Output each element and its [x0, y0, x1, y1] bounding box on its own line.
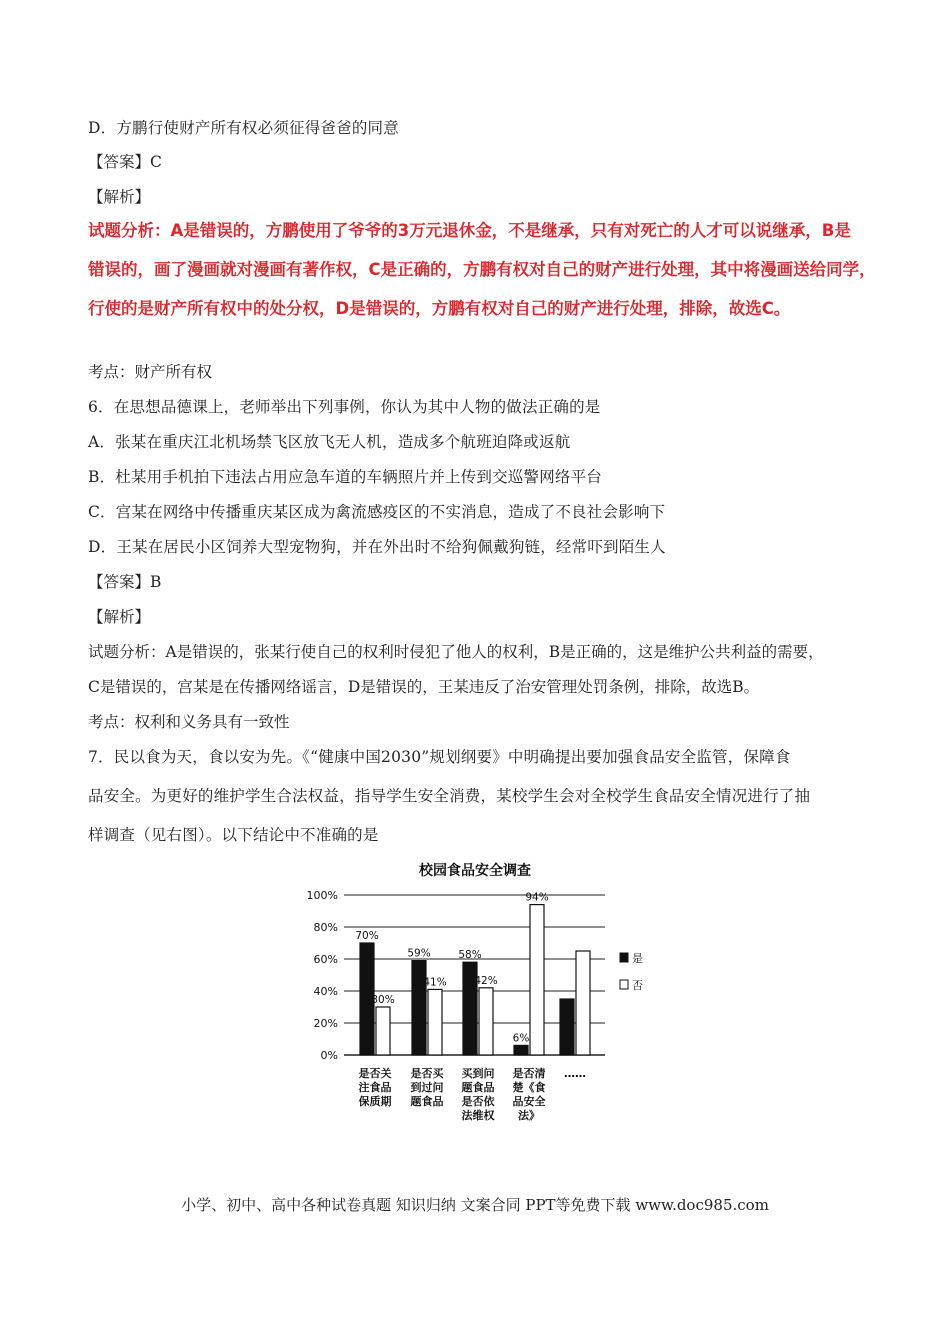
q5-analysis-line: 行使的是财产所有权中的处分权，D是错误的，方鹏有权对自己的财产进行处理，排除，故选C。: [88, 299, 791, 318]
q5-exam-point: 考点：财产所有权: [88, 363, 213, 381]
q5-option-d: D．方鹏行使财产所有权必须征得爸爸的同意: [88, 119, 399, 137]
y-tick-label: 100%: [306, 889, 338, 902]
bar: [530, 905, 544, 1055]
bar: [428, 989, 442, 1055]
bar: [412, 961, 426, 1055]
data-label: 30%: [371, 994, 395, 1006]
food-safety-survey-chart: [300, 855, 660, 1140]
data-label: 6%: [512, 1032, 530, 1045]
q6-option-a: A．张某在重庆江北机场禁飞区放飞无人机，造成多个航班迫降或返航: [88, 433, 571, 451]
q5-answer: 【答案】C: [88, 153, 162, 171]
legend-swatch: [620, 980, 628, 989]
y-tick-label: 0%: [320, 1049, 338, 1062]
q5-analysis-line: 试题分析：A是错误的，方鹏使用了爷爷的3万元退休金，不是继承，只有对死亡的人才可以说继承，B是: [88, 221, 851, 240]
q6-answer: 【答案】B: [88, 573, 162, 591]
legend-swatch: [620, 953, 628, 962]
q7-stem-line: 样调查（见右图）。以下结论中不准确的是: [88, 826, 379, 844]
bar: [479, 988, 493, 1055]
bar: [560, 999, 574, 1055]
bar: [576, 951, 590, 1055]
q5-analysis-line: 错误的，画了漫画就对漫画有著作权，C是正确的，方鹏有权对自己的财产进行处理，其中将漫画送给同学，: [88, 260, 876, 279]
data-label: 42%: [474, 974, 498, 987]
x-category-label: ……: [564, 1067, 586, 1080]
q7-stem-line: 7．民以食为天，食以安为先。《“健康中国2030”规划纲要》中明确提出要加强食品安全监管，保障食: [88, 748, 791, 766]
data-label: 59%: [407, 947, 431, 960]
x-category-label: 是否买到过问题食品: [410, 1067, 444, 1108]
q7-stem-line: 品安全。为更好的维护学生合法权益，指导学生安全消费，某校学生会对全校学生食品安全情况进行了抽: [88, 787, 811, 805]
x-category-label: 是否关注食品保质期: [358, 1067, 392, 1108]
data-label: 41%: [423, 976, 447, 989]
q5-analysis-header: 【解析】: [88, 188, 151, 206]
data-label: 58%: [458, 949, 482, 962]
q6-analysis-line: C是错误的，宫某是在传播网络谣言，D是错误的，王某违反了治安管理处罚条例，排除，故选B。: [88, 678, 760, 696]
q6-option-c: C．宫某在网络中传播重庆某区成为禽流感疫区的不实消息，造成了不良社会影响下: [88, 503, 666, 521]
x-category-label: 是否清楚《食品安全法》: [512, 1067, 546, 1122]
q6-exam-point: 考点：权利和义务具有一致性: [88, 713, 290, 731]
y-tick-label: 60%: [313, 953, 338, 966]
y-tick-label: 40%: [313, 985, 338, 998]
q6-analysis-header: 【解析】: [88, 608, 151, 626]
legend-label: 是: [632, 952, 643, 965]
chart-title: 校园食品安全调查: [419, 863, 531, 879]
q6-option-d: D．王某在居民小区饲养大型宠物狗，并在外出时不给狗佩戴狗链，经常吓到陌生人: [88, 538, 666, 556]
q6-analysis-line: 试题分析：A是错误的，张某行使自己的权利时侵犯了他人的权利，B是正确的，这是维护公共利益的需要，: [88, 643, 824, 661]
legend-label: 否: [632, 979, 643, 992]
q6-option-b: B．杜某用手机拍下违法占用应急车道的车辆照片并上传到交巡警网络平台: [88, 468, 602, 486]
bar: [376, 1007, 390, 1055]
q6-stem: 6．在思想品德课上，老师举出下列事例，你认为其中人物的做法正确的是: [88, 398, 601, 416]
x-category-label: 买到问题食品是否依法维权: [461, 1067, 495, 1122]
page-footer: 小学、初中、高中各种试卷真题 知识归纳 文案合同 PPT等免费下载 www.doc985.com: [181, 1196, 769, 1214]
y-tick-label: 20%: [313, 1017, 338, 1030]
data-label: 94%: [525, 891, 549, 904]
bar: [514, 1045, 528, 1055]
data-label: 70%: [355, 930, 379, 942]
y-tick-label: 80%: [313, 921, 338, 934]
